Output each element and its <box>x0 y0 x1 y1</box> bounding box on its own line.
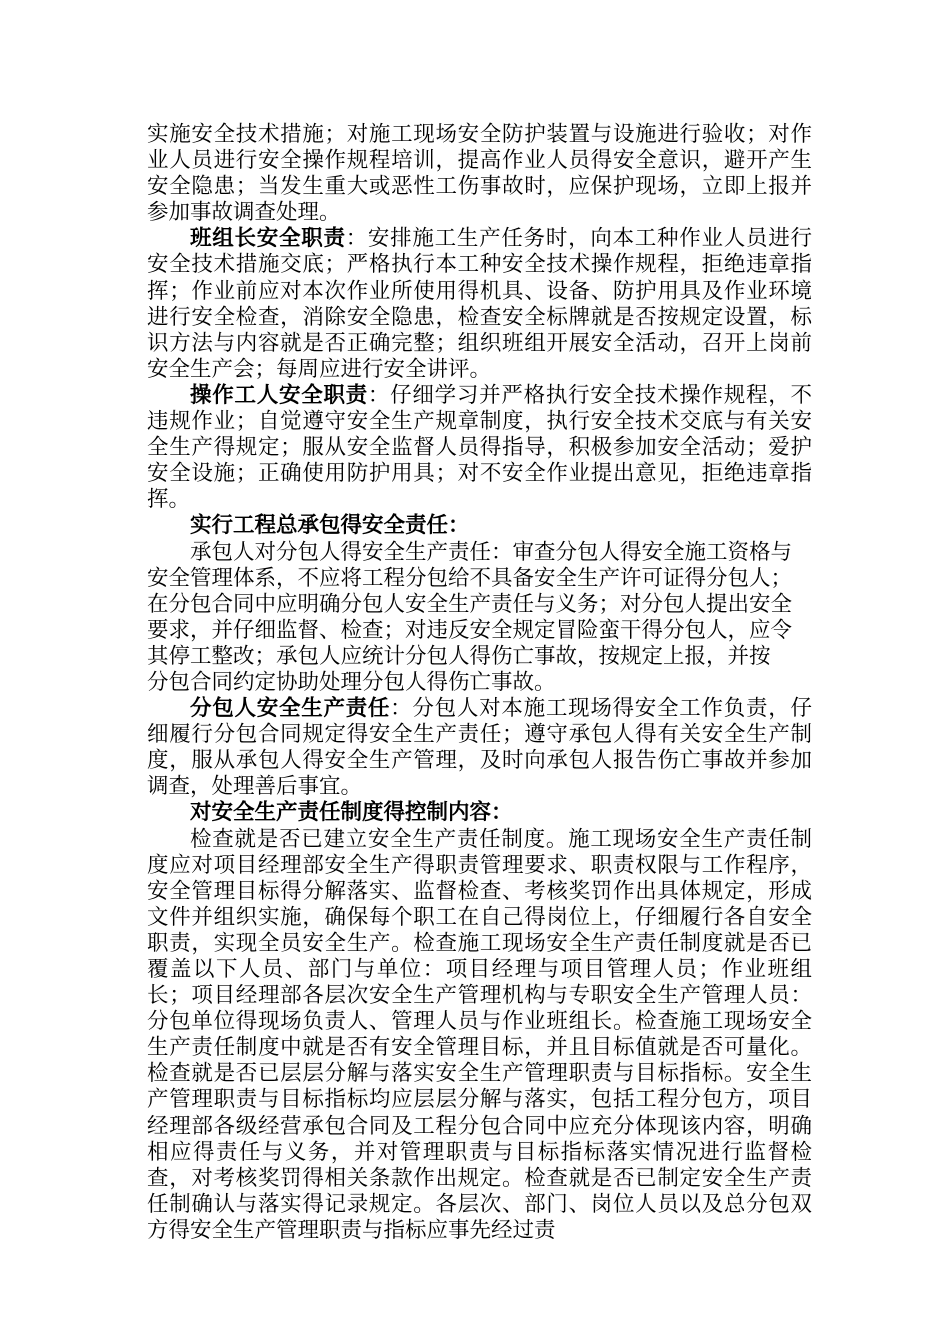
heading-control-content: 对安全生产责任制度得控制内容： <box>190 800 513 826</box>
text-subcontractor-duties: ：分包人对本施工现场得安全工作负责，仔细履行分包合同规定得安全生产责任；遵守承包人得有关安全生产制度，服从承包人得安全生产管理，及时向承包人报告伤亡事故并参加调查，处理善后事宜。 <box>147 696 812 800</box>
paragraph-subcontractor-duties <box>147 696 812 800</box>
paragraph-control-content: 检查就是否已建立安全生产责任制度。施工现场安全生产责任制度应对项目经理部安全生产得职责管理要求、职责权限与工作程序，安全管理目标得分解落实、监督检查、考核奖罚作出具体规定，形成文件并组织实施，确保每个职工在自己得岗位上，仔细履行各自安全职责，实现全员安全生产。检查施工现场安全生产责任制度就是否已覆盖以下人员、部门与单位：项目经理与项目管理人员；作业班组长；项目经理部各层次安全生产管理机构与专职安全生产管理人员：分包单位得现场负责人、管理人员与作业班组长。检查施工现场安全生产责任制度中就是否有安全管理目标，并且目标值就是否可量化。检查就是否已层层分解与落实安全生产管理职责与目标指标。安全生产管理职责与目标指标均应层层分解与落实，包括工程分包方，项目经理部各级经营承包合同及工程分包合同中应充分体现该内容，明确相应得责任与义务，并对管理职责与目标指标落实情况进行监督检查，对考核奖罚得相关条款作出规定。检查就是否已制定安全生产责任制确认与落实得记录规定。各层次、部门、岗位人员以及总分包双方得安全生产管理职责与指标应事先经过责 <box>147 826 812 1243</box>
paragraph-contractor-responsibility: 承包人对分包人得安全生产责任：审查分包人得安全施工资格与安全管理体系，不应将工程分包给不具备安全生产许可证得分包人；在分包合同中应明确分包人安全生产责任与义务；对分包人提出安全要求，并仔细监督、检查；对违反安全规定冒险蛮干得分包人，应令其停工整改；承包人应统计分包人得伤亡事故，按规定上报，并按 <box>147 539 793 669</box>
paragraph-safety-technical-measures: 实施安全技术措施；对施工现场安全防护装置与设施进行验收；对作业人员进行安全操作规程培训，提高作业人员得安全意识，避开产生安全隐患；当发生重大或恶性工伤事故时，应保护现场，立即上报并参加事故调查处理。 <box>147 122 812 226</box>
text-team-leader-duties: ：安排施工生产任务时，向本工种作业人员进行安全技术措施交底；严格执行本工种安全技术操作规程，拒绝违章指挥；作业前应对本次作业所使用得机具、设备、防护用具及作业环境进行安全检查，消除安全隐患，检查安全标牌就是否按规定设置，标识方法与内容就是否正确完整；组织班组开展安全活动，召开上岗前安全生产会；每周应进行安全讲评。 <box>147 226 812 382</box>
paragraph-team-leader-duties <box>147 226 812 383</box>
heading-general-contracting-responsibility: 实行工程总承包得安全责任： <box>190 513 470 539</box>
heading-team-leader-duties: 班组长安全职责 <box>190 226 346 252</box>
heading-worker-duties: 操作工人安全职责 <box>190 382 368 408</box>
text-worker-duties: ：仔细学习并严格执行安全技术操作规程，不违规作业；自觉遵守安全生产规章制度，执行安全技术交底与有关安全生产得规定；服从安全监督人员得指导，积极参加安全活动；爱护安全设施；正确使用防护用具；对不安全作业提出意见，拒绝违章指挥。 <box>147 382 812 513</box>
heading-subcontractor-duties: 分包人安全生产责任 <box>190 696 391 722</box>
paragraph-subcontractor-accident-handling: 分包合同约定协助处理分包人得伤亡事故。 <box>147 669 556 695</box>
paragraph-worker-duties <box>147 383 812 513</box>
document-page <box>147 122 812 1244</box>
